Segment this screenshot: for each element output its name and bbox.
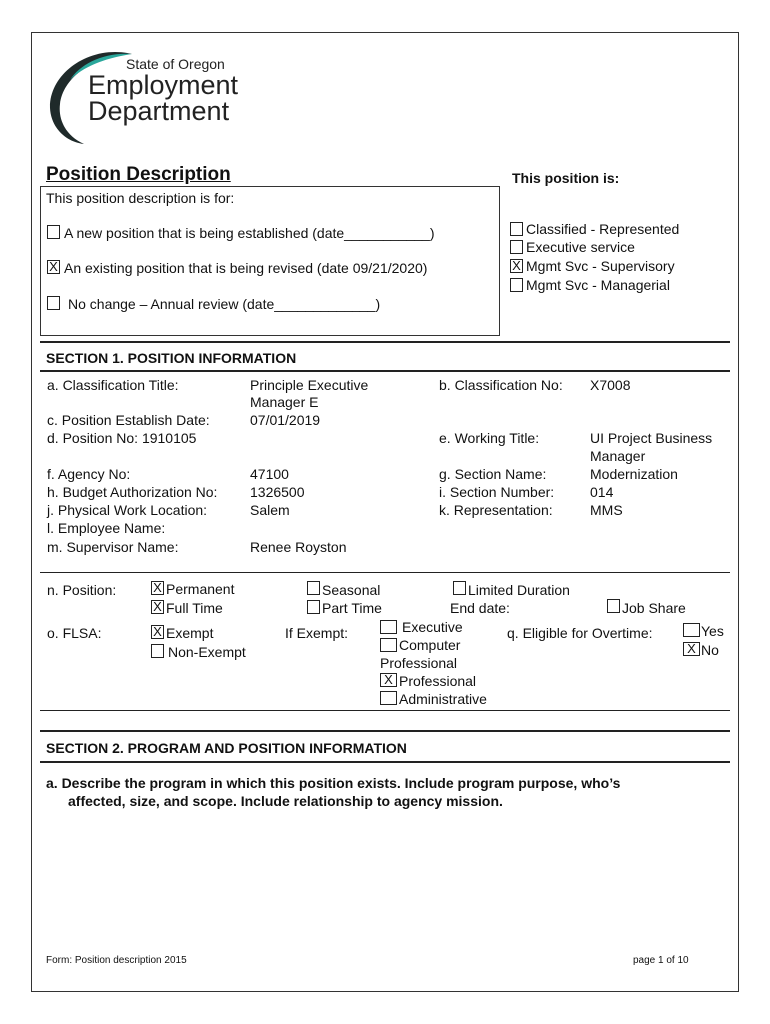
footer-form-name: Form: Position description 2015: [46, 955, 187, 966]
mgmt-supervisory-checkbox[interactable]: X: [510, 259, 523, 273]
logo-line-3: Department: [88, 96, 230, 126]
section1-top-rule: [40, 341, 730, 343]
fulltime-checkbox[interactable]: X: [151, 600, 164, 614]
section1-bottom-rule: [40, 370, 730, 372]
working-title-value-1: UI Project Business: [590, 430, 713, 446]
overtime-no-checkbox[interactable]: X: [683, 642, 700, 656]
position-for-intro: This position description is for:: [46, 190, 235, 206]
computer-label: Computer: [399, 637, 461, 653]
supervisor-name-label: m. Supervisor Name:: [47, 539, 179, 555]
job-share-label: Job Share: [622, 600, 686, 616]
new-position-label: A new position that is being established (date___________): [64, 225, 435, 241]
exempt-label: Exempt: [166, 625, 214, 641]
section2-top-rule: [40, 730, 730, 732]
executive-label: Executive: [402, 619, 463, 635]
end-date-label: End date:: [450, 600, 510, 616]
document-title: Position Description: [46, 164, 231, 185]
classification-title-value-2: Manager E: [250, 394, 319, 410]
logo-line-1: State of Oregon: [126, 56, 225, 72]
classified-represented-label: Classified - Represented: [526, 221, 680, 237]
overtime-no-label: No: [701, 642, 719, 658]
administrative-label: Administrative: [399, 691, 487, 707]
section1-heading: SECTION 1. POSITION INFORMATION: [46, 350, 297, 366]
budget-auth-value: 1326500: [250, 484, 305, 500]
flsa-label: o. FLSA:: [47, 625, 102, 641]
classification-no-value: X7008: [590, 377, 631, 393]
section-number-label: i. Section Number:: [439, 484, 555, 500]
existing-position-label: An existing position that is being revised (date 09/21/2020): [64, 260, 428, 276]
executive-service-checkbox[interactable]: [510, 240, 523, 254]
work-location-label: j. Physical Work Location:: [47, 502, 208, 518]
permanent-checkbox[interactable]: X: [151, 581, 164, 595]
parttime-label: Part Time: [322, 600, 382, 616]
limited-duration-checkbox[interactable]: [453, 581, 466, 595]
mgmt-managerial-checkbox[interactable]: [510, 278, 523, 292]
executive-service-label: Executive service: [526, 239, 635, 255]
classification-title-value: Principle Executive: [250, 377, 369, 393]
administrative-checkbox[interactable]: [380, 691, 397, 705]
new-position-checkbox[interactable]: [47, 225, 60, 239]
overtime-yes-checkbox[interactable]: [683, 623, 700, 637]
fulltime-label: Full Time: [166, 600, 223, 616]
working-title-label: e. Working Title:: [439, 430, 540, 446]
if-exempt-label: If Exempt:: [285, 625, 349, 641]
executive-checkbox[interactable]: [380, 620, 397, 634]
permanent-label: Permanent: [166, 581, 235, 597]
overtime-yes-label: Yes: [701, 623, 724, 639]
mgmt-supervisory-label: Mgmt Svc - Supervisory: [526, 258, 675, 274]
section2-heading: SECTION 2. PROGRAM AND POSITION INFORMATION: [46, 740, 407, 756]
exempt-checkbox[interactable]: X: [151, 625, 164, 639]
professional-label: Professional: [399, 673, 477, 689]
existing-position-checkbox[interactable]: X: [47, 260, 60, 274]
overtime-label: q. Eligible for Overtime:: [507, 625, 653, 641]
parttime-checkbox[interactable]: [307, 600, 320, 614]
nonexempt-checkbox[interactable]: [151, 644, 164, 658]
section-number-value: 014: [590, 484, 614, 500]
classification-title-label: a. Classification Title:: [47, 377, 179, 393]
agency-no-value: 47100: [250, 466, 289, 482]
section2-question-a-line2: affected, size, and scope. Include relationship to agency mission.: [68, 793, 503, 809]
flsa-bottom-rule: [40, 710, 730, 711]
seasonal-checkbox[interactable]: [307, 581, 320, 595]
professional-checkbox[interactable]: X: [380, 673, 397, 687]
representation-value: MMS: [590, 502, 623, 518]
section-name-label: g. Section Name:: [439, 466, 547, 482]
establish-date-value: 07/01/2019: [250, 412, 321, 428]
section2-bottom-rule: [40, 761, 730, 763]
supervisor-name-value: Renee Royston: [250, 539, 347, 555]
footer-page-number: page 1 of 10: [633, 955, 689, 966]
position-no-label: d. Position No: 1910105: [47, 430, 197, 446]
logo-line-2: Employment: [88, 70, 239, 100]
position-type-label: n. Position:: [47, 582, 117, 598]
no-change-label: No change – Annual review (date_____________): [68, 296, 381, 312]
work-location-value: Salem: [250, 502, 290, 518]
representation-label: k. Representation:: [439, 502, 553, 518]
employee-name-label: l. Employee Name:: [47, 520, 166, 536]
agency-no-label: f. Agency No:: [47, 466, 131, 482]
limited-duration-label: Limited Duration: [468, 582, 570, 598]
no-change-checkbox[interactable]: [47, 296, 60, 310]
working-title-value-2: Manager: [590, 448, 646, 464]
computer-label-2: Professional: [380, 655, 458, 671]
this-position-is-label: This position is:: [512, 170, 620, 186]
job-share-checkbox[interactable]: [607, 599, 620, 613]
computer-checkbox[interactable]: [380, 638, 397, 652]
seasonal-label: Seasonal: [322, 582, 381, 598]
section2-question-a-line1: a. Describe the program in which this position exists. Include program purpose, who’s: [46, 775, 621, 791]
classification-no-label: b. Classification No:: [439, 377, 563, 393]
working-title-value-3: Modernization: [590, 466, 678, 482]
mgmt-managerial-label: Mgmt Svc - Managerial: [526, 277, 670, 293]
budget-auth-label: h. Budget Authorization No:: [47, 484, 218, 500]
establish-date-label: c. Position Establish Date:: [47, 412, 210, 428]
classified-represented-checkbox[interactable]: [510, 222, 523, 236]
nonexempt-label: Non-Exempt: [168, 644, 246, 660]
position-top-rule: [40, 572, 730, 573]
